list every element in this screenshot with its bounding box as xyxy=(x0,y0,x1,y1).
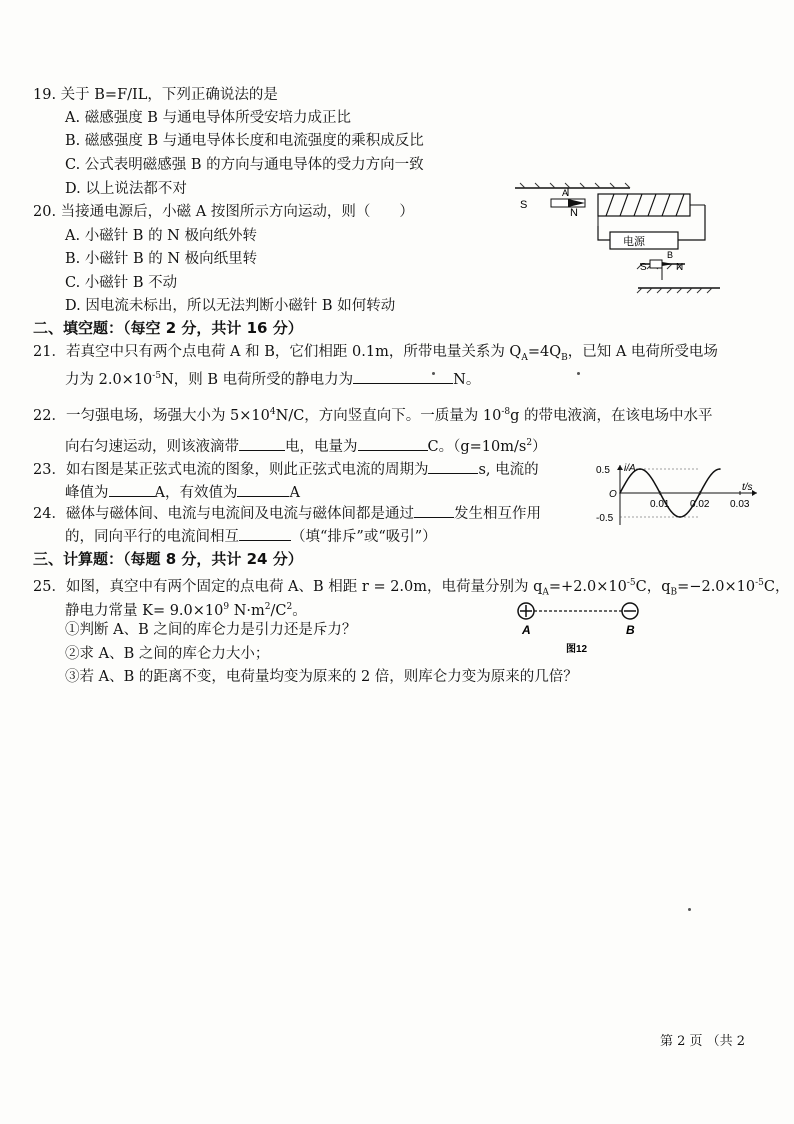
q19-option-c: C. 公式表明磁感强 B 的方向与通电导体的受力方向一致 xyxy=(65,157,424,173)
q22-charge-blank[interactable] xyxy=(239,436,285,451)
q21-line1: 21．若真空中只有两个点电荷 A 和 B，它们相距 0.1m，所带电量关系为 $Q_A=4Q_B$，已知 A 电荷所受电场 xyxy=(33,344,718,363)
q24-line2: 的，同向平行的电流间相互 （填“排斥”或“吸引”） xyxy=(65,526,437,546)
q24-line1: 24．磁体与磁体间、电流与电流间及电流与磁体间都是通过 发生相互作用 xyxy=(33,503,541,523)
solenoid xyxy=(598,194,705,226)
q21-line2: 力为 $2.0\times 10^{-5}N$，则 B 电荷所受的静电力为 N。 xyxy=(65,367,480,389)
magnet-a-s: S xyxy=(520,199,528,211)
power-label: 电源 xyxy=(623,236,645,248)
page-footer: 第 2 页 （共 2 xyxy=(660,1034,746,1049)
charge-a-label: A xyxy=(522,623,531,637)
data-point xyxy=(619,492,621,494)
x-tick-label: 0.01 xyxy=(650,499,670,510)
q24-interaction-blank[interactable] xyxy=(239,526,291,541)
q19-stem: 19. 关于 B=F/IL，下列正确说法的是 xyxy=(33,87,278,103)
y-tick-label: -0.5 xyxy=(596,513,614,524)
data-point xyxy=(679,516,681,518)
y-tick-label: 0.5 xyxy=(596,465,610,476)
q22-quantity-blank[interactable] xyxy=(358,436,428,451)
q23-rms-blank[interactable] xyxy=(237,482,289,497)
magnet-b-label: B xyxy=(667,250,674,260)
figure-caption: 图12 xyxy=(566,644,588,655)
x-tick-label: 0.03 xyxy=(730,499,750,510)
x-axis-label: t/s xyxy=(742,482,753,493)
x-axis-arrow xyxy=(752,490,757,496)
section3-title: 三、计算题：（每题 8 分，共计 24 分） xyxy=(33,550,303,568)
q20-option-d: D. 因电流未标出，所以无法判断小磁针 B 如何转动 xyxy=(65,298,396,314)
q20-option-c: C. 小磁针 B 不动 xyxy=(65,275,178,291)
q23-line1: 23．如右图是某正弦式电流的图象，则此正弦式电流的周期为 s, 电流的 xyxy=(33,459,539,479)
q23-period-blank[interactable] xyxy=(428,459,478,474)
chart-ticks xyxy=(596,465,750,524)
q22-line2: 向右匀速运动，则该液滴带 电，电量为 C。$(g=10m/s^2)$ xyxy=(65,434,547,456)
origin-label: O xyxy=(609,489,617,500)
q20-stem: 20. 当接通电源后，小磁 A 按图所示方向运动，则（ ） xyxy=(33,204,414,220)
data-point xyxy=(719,468,721,470)
data-point xyxy=(659,492,661,494)
q20-option-b: B. 小磁针 B 的 N 极向纸里转 xyxy=(65,251,258,267)
q20-option-a: A. 小磁针 B 的 N 极向纸外转 xyxy=(65,228,257,244)
q25-line2: 静电力常量 $K= 9.0\times 10^9$ $N\cdot m^2/C^2$。 xyxy=(65,602,307,619)
q25-sub2: ②求 A、B 之间的库仑力大小； xyxy=(65,646,270,662)
scan-speck xyxy=(577,372,580,375)
magnet-a-n: N xyxy=(570,207,578,219)
q23-peak-blank[interactable] xyxy=(109,482,155,497)
charge-b-label: B xyxy=(626,623,635,637)
q20-figure xyxy=(510,182,750,294)
q19-option-a: A. 磁感强度 B 与通电导体所受安培力成正比 xyxy=(65,110,352,126)
charge-a-positive xyxy=(518,603,534,619)
x-tick-label: 0.02 xyxy=(690,499,710,510)
q21-answer-blank[interactable] xyxy=(353,369,453,384)
magnet-b-n: N xyxy=(676,262,684,273)
magnet-b-s: S xyxy=(640,262,647,273)
magnet-a xyxy=(551,199,585,207)
section2-title: 二、填空题：（每空 2 分，共计 16 分） xyxy=(33,319,303,337)
q19-option-d: D. 以上说法都不对 xyxy=(65,181,187,197)
q19-option-b: B. 磁感强度 B 与通电导体长度和电流强度的乘积成反比 xyxy=(65,133,424,149)
charge-b-negative xyxy=(622,603,638,619)
q23-current-chart xyxy=(592,463,762,529)
q25-figure xyxy=(512,598,642,656)
q25-line1: 25．如图，真空中有两个固定的点电荷 A、B 相距 r = 2.0m，电荷量分别为 $q_A=+2.0\times 10^{-5}C$，$q_B=-2.0\times 10^{-5}C$， xyxy=(33,578,790,598)
q24-medium-blank[interactable] xyxy=(414,503,454,518)
q23-line2: 峰值为 A，有效值为 A xyxy=(65,482,300,502)
q22-line1: 22．一匀强电场，场强大小为 $5\times 10^4N/C$，方向竖直向下。一质量为 $10^{-8}g$ 的带电液滴，在该电场中水平 xyxy=(33,407,713,424)
magnet-b xyxy=(650,260,674,268)
q25-sub1: ①判断 A、B 之间的库仑力是引力还是斥力？ xyxy=(65,622,357,638)
y-axis-label: i/A xyxy=(624,463,636,474)
data-point xyxy=(639,468,641,470)
data-point xyxy=(699,492,701,494)
scan-speck xyxy=(688,908,691,911)
q25-sub3: ③若 A、B 的距离不变，电荷量均变为原来的 2 倍，则库仑力变为原来的几倍？ xyxy=(65,669,578,685)
scan-speck xyxy=(432,372,435,375)
magnet-a-label: A xyxy=(562,188,569,198)
